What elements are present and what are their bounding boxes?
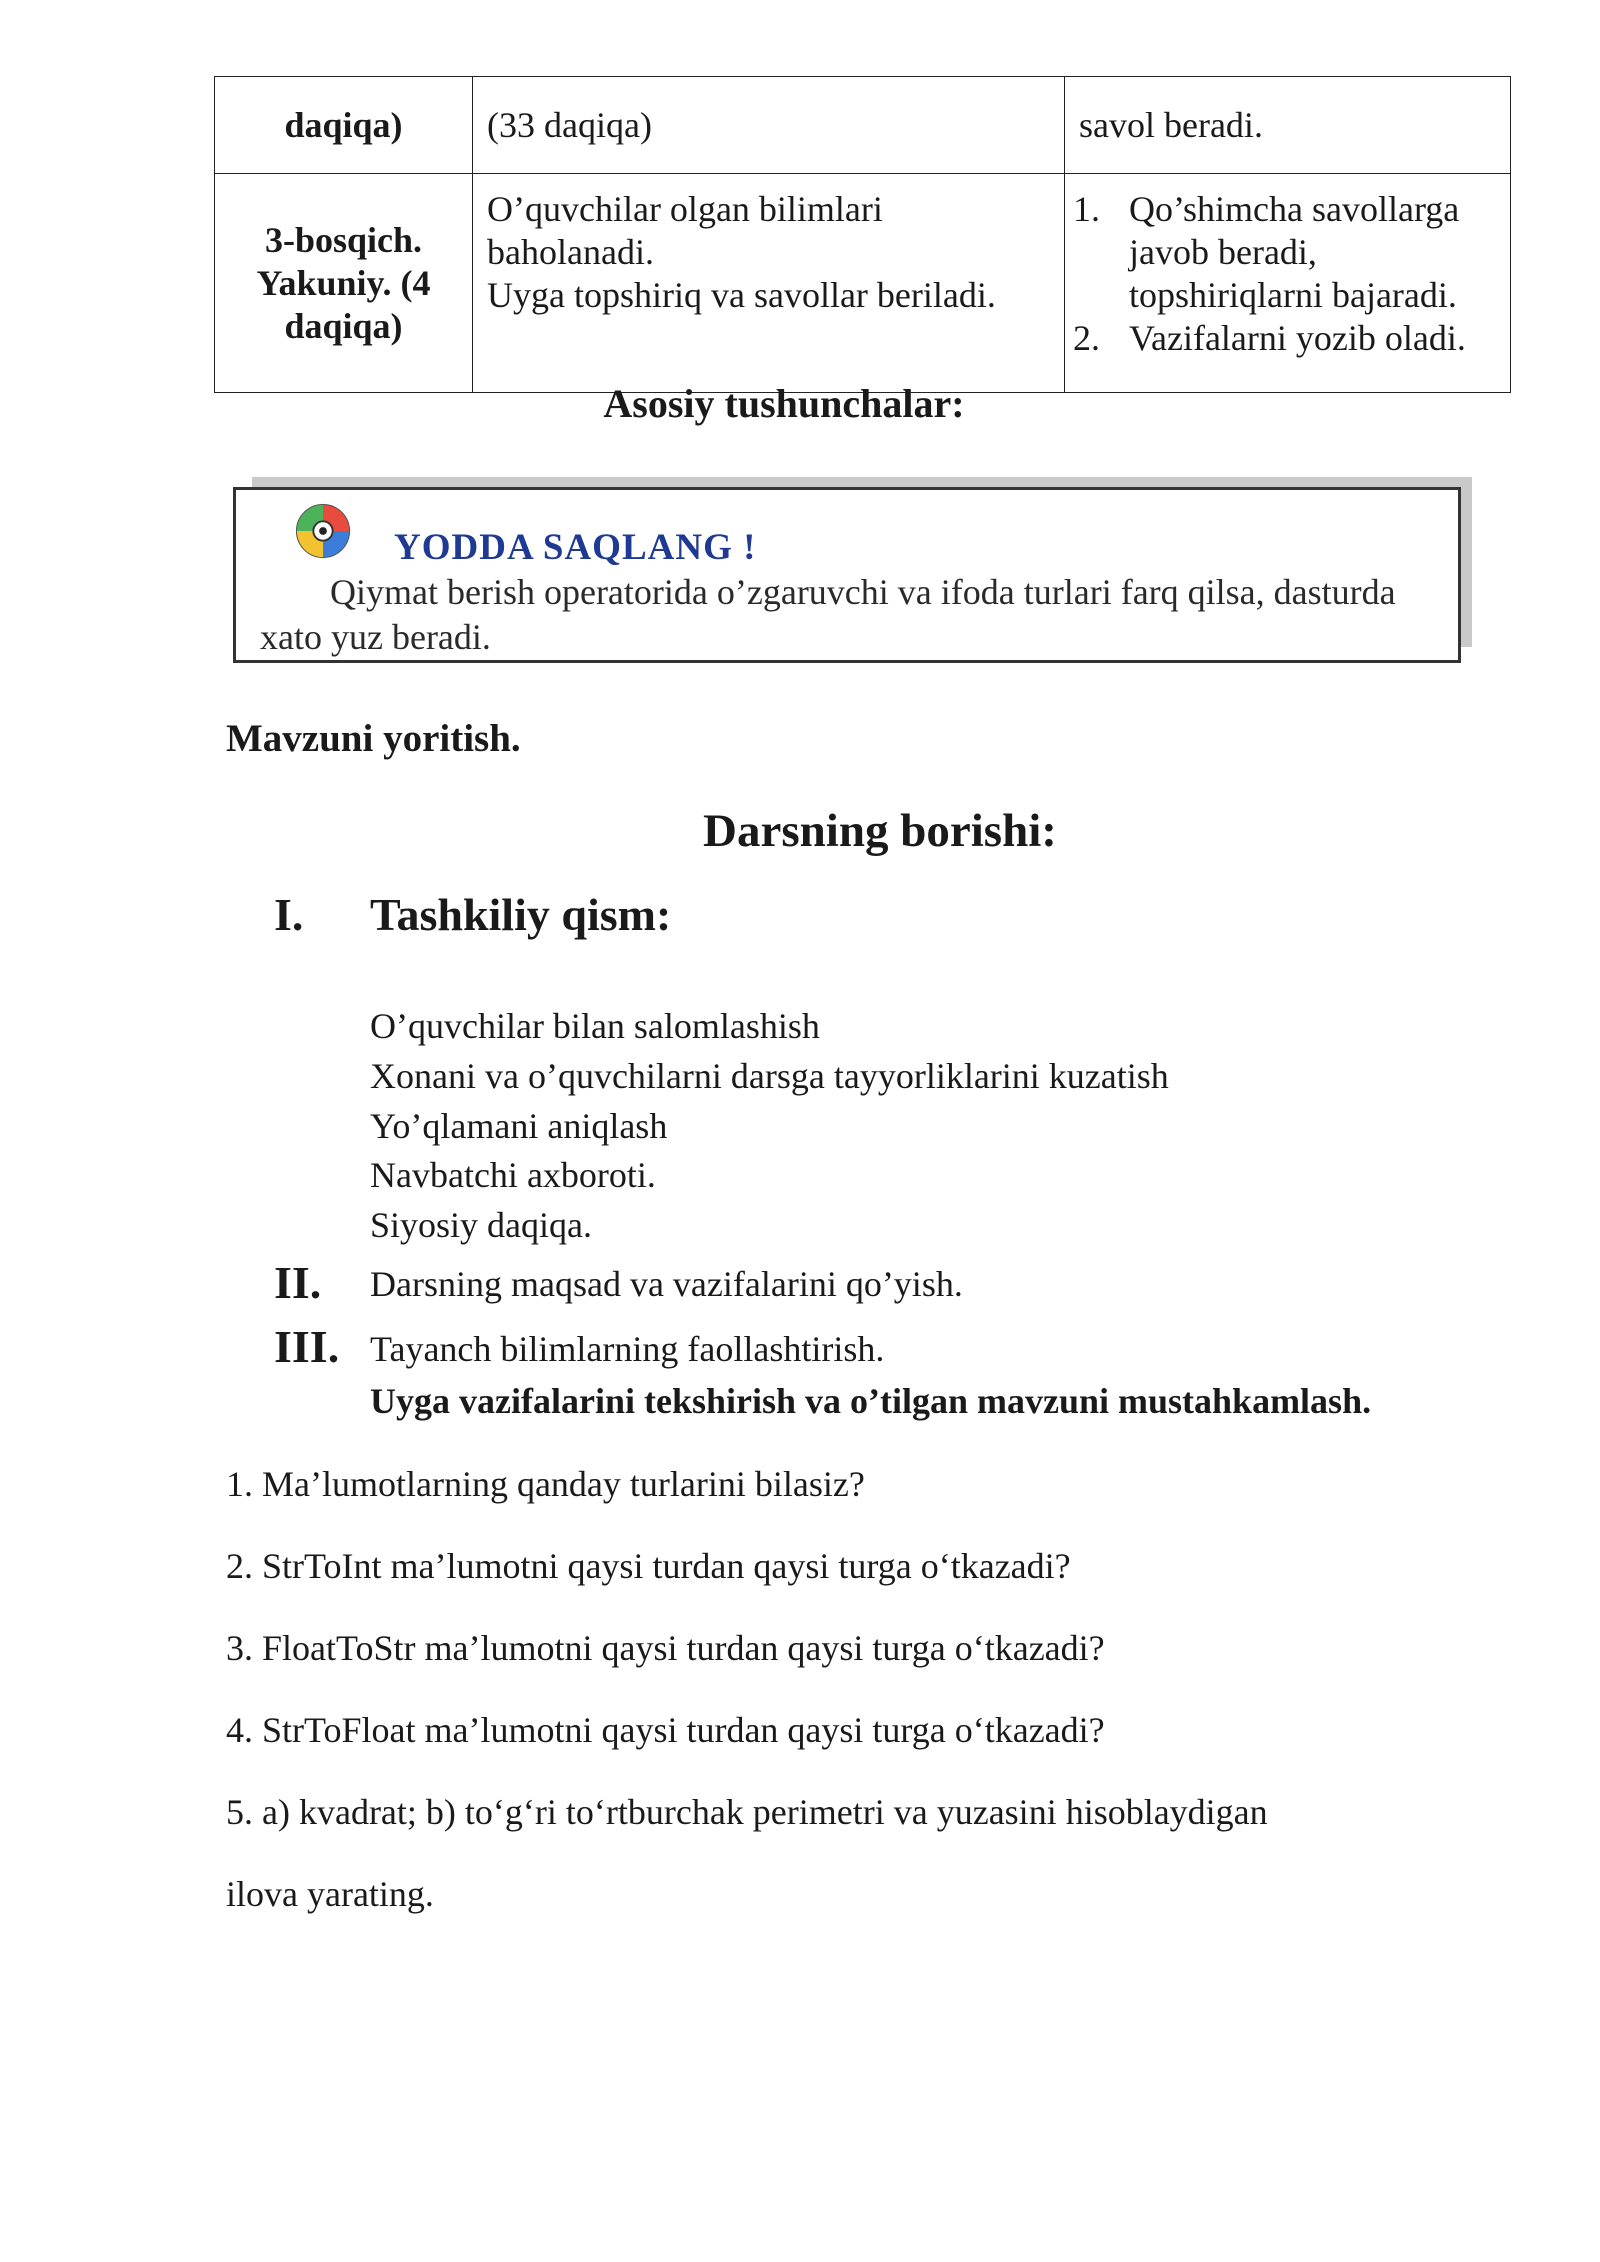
section-title: Tashkiliy qism: — [370, 889, 672, 940]
table-row — [215, 77, 1511, 174]
students-list — [1073, 188, 1496, 360]
list-item: Siyosiy daqiqa. — [370, 1205, 592, 1245]
disc-icon — [294, 502, 352, 560]
table-row — [215, 174, 1511, 393]
question-item: 3. FloatToStr ma’lumotni qaysi turdan qaysi turga o‘tkazadi? — [226, 1628, 1105, 1668]
topic-heading: Mavzuni yoritish. — [226, 717, 521, 760]
teacher-cell — [473, 174, 1065, 393]
remember-callout — [233, 487, 1461, 663]
students-cell — [1065, 174, 1511, 393]
list-item: Navbatchi axboroti. — [370, 1155, 656, 1195]
section-numeral: I. — [274, 889, 304, 940]
question-item: ilova yarating. — [226, 1874, 434, 1914]
teacher-cell: (33 daqiqa) — [473, 77, 1065, 174]
question-item: 4. StrToFloat ma’lumotni qaysi turdan qaysi turga o‘tkazadi? — [226, 1710, 1105, 1750]
teacher-text: Uyga topshiriq va savollar beriladi. — [487, 275, 996, 315]
section-text: Tayanch bilimlarning faollashtirish. — [370, 1329, 885, 1369]
list-item: Yo’qlamani aniqlash — [370, 1106, 668, 1146]
callout-title: YODDA SAQLANG ! — [394, 527, 757, 568]
list-item: 2. Vazifalarni yozib oladi. — [1073, 318, 1466, 358]
stage-cell: 3-bosqich. Yakuniy. (4 daqiqa) — [215, 174, 473, 393]
section-text: Darsning maqsad va vazifalarini qo’yish. — [370, 1264, 963, 1304]
list-item: O’quvchilar bilan salomlashish — [370, 1006, 820, 1046]
section-numeral: II. — [274, 1257, 322, 1308]
list-item: 1. Qo’shimcha savollarga javob beradi, topshiriqlarni bajaradi. — [1073, 189, 1460, 315]
stage-cell: daqiqa) — [215, 77, 473, 174]
question-item: 2. StrToInt ma’lumotni qaysi turdan qaysi turga o‘tkazadi? — [226, 1546, 1071, 1586]
section-subheading: Uyga vazifalarini tekshirish va o’tilgan mavzuni mustahkamlash. — [370, 1381, 1372, 1421]
question-item: 5. a) kvadrat; b) to‘g‘ri to‘rtburchak perimetri va yuzasini hisoblaydigan — [226, 1792, 1268, 1832]
question-item: 1. Ma’lumotlarning qanday turlarini bilasiz? — [226, 1464, 865, 1504]
teacher-text: O’quvchilar olgan bilimlari baholanadi. — [487, 189, 883, 272]
lesson-heading: Darsning borishi: — [703, 805, 1057, 857]
list-item: Xonani va o’quvchilarni darsga tayyorliklarini kuzatish — [370, 1056, 1169, 1096]
key-concepts-heading: Asosiy tushunchalar: — [603, 381, 965, 426]
lesson-plan-table — [214, 76, 1511, 393]
section-numeral: III. — [274, 1321, 340, 1372]
callout-text: Qiymat berish operatorida o’zgaruvchi va ifoda turlari farq qilsa, dasturda xato yuz beradi. — [260, 572, 1396, 657]
students-cell: savol beradi. — [1065, 77, 1511, 174]
